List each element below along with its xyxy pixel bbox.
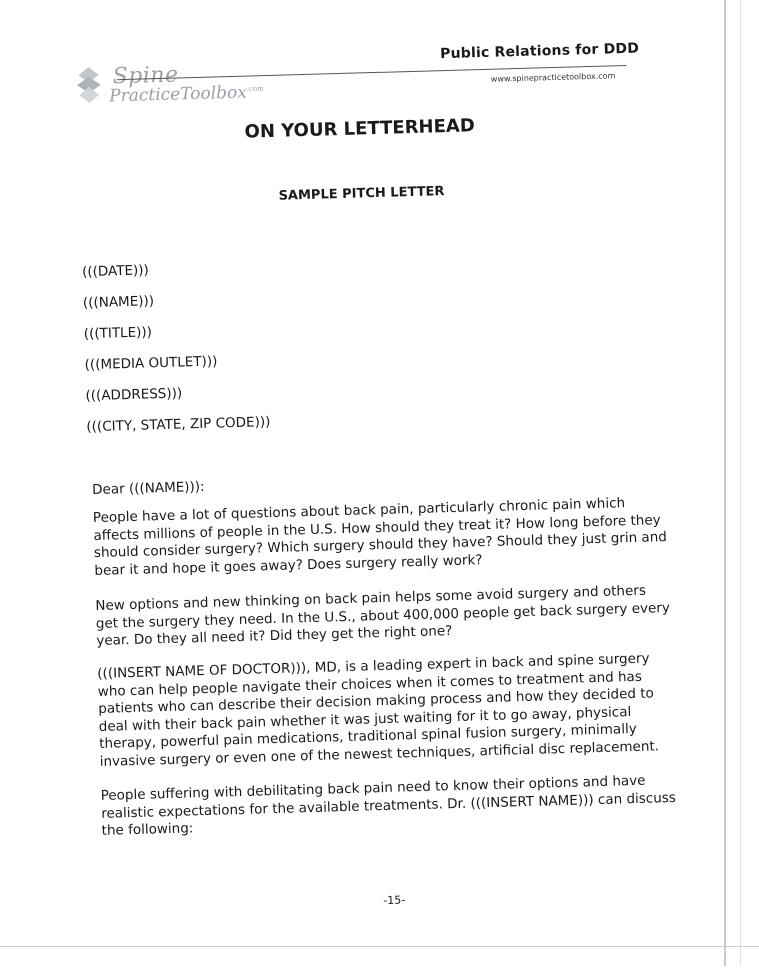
address-name: (((NAME))) bbox=[82, 293, 155, 312]
address-title: (((TITLE))) bbox=[83, 324, 153, 343]
subtitle-text: SAMPLE PITCH LETTER bbox=[278, 184, 445, 204]
logo-line-2 bbox=[109, 82, 264, 106]
header-url: www.spinepracticetoolbox.com bbox=[490, 71, 616, 84]
logo-suffix: .com bbox=[246, 84, 264, 93]
address-date: (((DATE))) bbox=[81, 262, 150, 281]
letterhead-text: ON YOUR LETTERHEAD bbox=[244, 115, 476, 143]
logo-line-1: Spine bbox=[112, 62, 179, 90]
logo-mark-icon bbox=[68, 64, 109, 105]
paragraph-3: (((INSERT NAME OF DOCTOR))), MD, is a leading expert in back and spine surgery who can help people navigate their choices when it comes to treatment and has patients who can describe their decision making process and how they decided to deal with their back pain whether it was just waiting for it to go away, physical therapy, powerful pain medications, traditional spinal fusion surgery, minimally invasive surgery or even one of the newest techniques, artificial disc replacement. bbox=[97, 650, 660, 770]
paragraph-2: New options and new thinking on back pain helps some avoid surgery and others get the surgery they need. In the U.S., about 400,000 people get back surgery every year. Do they all need it? Did they get the right one? bbox=[95, 582, 671, 649]
paragraph-4: People suffering with debilitating back pain need to know their options and have realistic expectations for the available treatments. Dr. (((INSERT NAME))) can discuss the following: bbox=[100, 772, 677, 839]
document-subtitle bbox=[0, 176, 751, 212]
address-street: (((ADDRESS))) bbox=[85, 385, 183, 405]
paragraph-1: People have a lot of questions about back pain, particularly chronic pain which affects millions of people in the U.S. How should they treat it? How long before they should consider surgery? Which surgery should they have? Should they just grin and bear it and hope it goes away? Does surgery really work? bbox=[92, 495, 668, 579]
address-city-state-zip: (((CITY, STATE, ZIP CODE))) bbox=[86, 414, 271, 436]
salutation: Dear (((NAME))): bbox=[91, 478, 205, 499]
header-title: Public Relations for DDD bbox=[439, 40, 640, 63]
page-footer bbox=[12, 883, 759, 917]
logo-line-2-text: PracticeToolbox bbox=[108, 82, 248, 107]
spine-practice-toolbox-logo bbox=[68, 58, 270, 124]
page-number: -15- bbox=[383, 893, 406, 908]
address-media-outlet: (((MEDIA OUTLET))) bbox=[84, 353, 218, 374]
